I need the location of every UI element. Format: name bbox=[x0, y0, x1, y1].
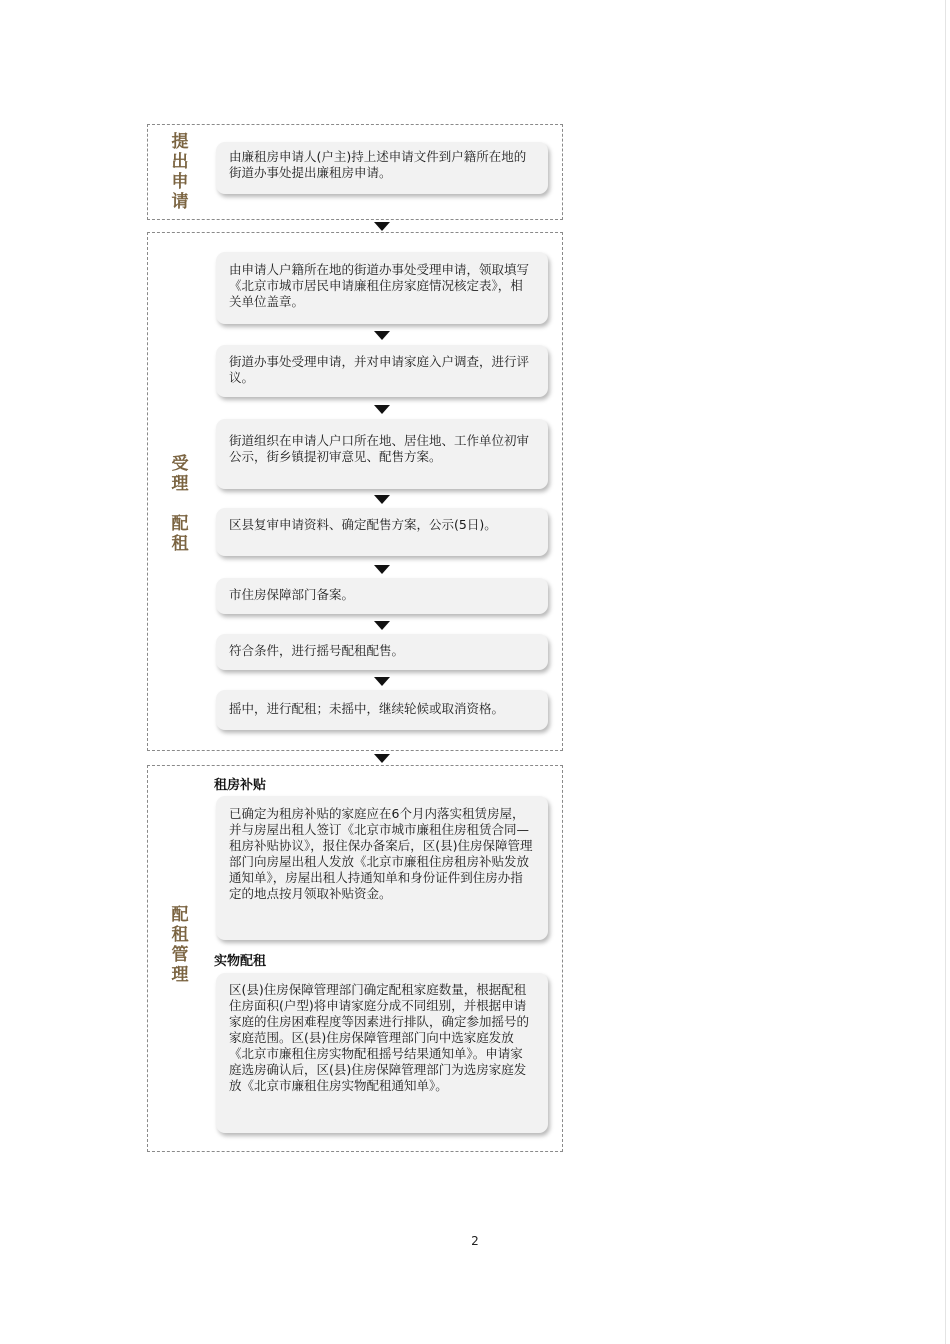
arrow-down-icon bbox=[374, 677, 390, 686]
arrow-down-icon bbox=[374, 405, 390, 414]
section-accept-right-border bbox=[562, 232, 563, 751]
accept-step-3: 街道组织在申请人户口所在地、居住地、工作单位初审公示，街乡镇提初审意见、配售方案。 bbox=[216, 419, 548, 489]
subsidy-heading: 租房补贴 bbox=[214, 778, 267, 793]
arrow-down-icon bbox=[374, 331, 390, 340]
page-edge-line bbox=[945, 0, 946, 1344]
accept-step-6: 符合条件，进行摇号配租配售。 bbox=[216, 634, 548, 670]
inkind-heading: 实物配租 bbox=[214, 954, 267, 969]
subsidy-box: 已确定为租房补贴的家庭应在6个月内落实租赁房屋，并与房屋出租人签订《北京市城市廉租住房租赁合同—租房补贴协议》，报住保办备案后，区(县)住房保障管理部门向房屋出租人发放《北京市廉租住房租房补贴发放通知单》，房屋出租人持通知单和身份证件到住房办指定的地点按月领取补贴资金。 bbox=[216, 796, 548, 940]
section-manage-right-border bbox=[562, 765, 563, 1152]
section-apply-left-border bbox=[147, 124, 148, 220]
arrow-down-icon bbox=[374, 565, 390, 574]
section-apply-bottom-border bbox=[147, 219, 563, 220]
arrow-down-icon bbox=[374, 621, 390, 630]
section-accept-bottom-border bbox=[147, 750, 563, 751]
accept-step-7: 摇中，进行配租；未摇中，继续轮候或取消资格。 bbox=[216, 690, 548, 730]
accept-step-5: 市住房保障部门备案。 bbox=[216, 578, 548, 614]
section-accept-top-border bbox=[147, 232, 563, 233]
section-manage-top-border bbox=[147, 765, 563, 766]
arrow-down-icon bbox=[374, 222, 390, 231]
apply-step-box: 由廉租房申请人(户主)持上述申请文件到户籍所在地的街道办事处提出廉租房申请。 bbox=[216, 142, 548, 194]
accept-step-2: 街道办事处受理申请，并对申请家庭入户调查，进行评议。 bbox=[216, 345, 548, 397]
stage-label-manage: 配 租 管 理 bbox=[171, 905, 189, 985]
page-number: 2 bbox=[471, 1234, 479, 1248]
arrow-down-icon bbox=[374, 754, 390, 763]
accept-step-1: 由申请人户籍所在地的街道办事处受理申请，领取填写《北京市城市居民申请廉租住房家庭情况核定表》，相关单位盖章。 bbox=[216, 252, 548, 324]
section-accept-left-border bbox=[147, 232, 148, 751]
section-manage-bottom-border bbox=[147, 1151, 563, 1152]
section-apply-right-border bbox=[562, 124, 563, 220]
section-manage-left-border bbox=[147, 765, 148, 1152]
accept-step-4: 区县复审申请资料、确定配售方案，公示(5日)。 bbox=[216, 508, 548, 556]
inkind-box: 区(县)住房保障管理部门确定配租家庭数量，根据配租住房面积(户型)将申请家庭分成不同组别，并根据申请家庭的住房困难程度等因素进行排队，确定参加摇号的家庭范围。区(县)住房保障管理部门向中选家庭发放《北京市廉租住房实物配租摇号结果通知单》。申请家庭选房确认后，区(县)住房保障管理部门为选房家庭发放《北京市廉租住房实物配租通知单》。 bbox=[216, 973, 548, 1133]
stage-label-apply: 提 出 申 请 bbox=[171, 132, 189, 212]
arrow-down-icon bbox=[374, 495, 390, 504]
stage-label-accept: 受 理 配 租 bbox=[171, 454, 189, 554]
section-apply-top-border bbox=[147, 124, 563, 125]
